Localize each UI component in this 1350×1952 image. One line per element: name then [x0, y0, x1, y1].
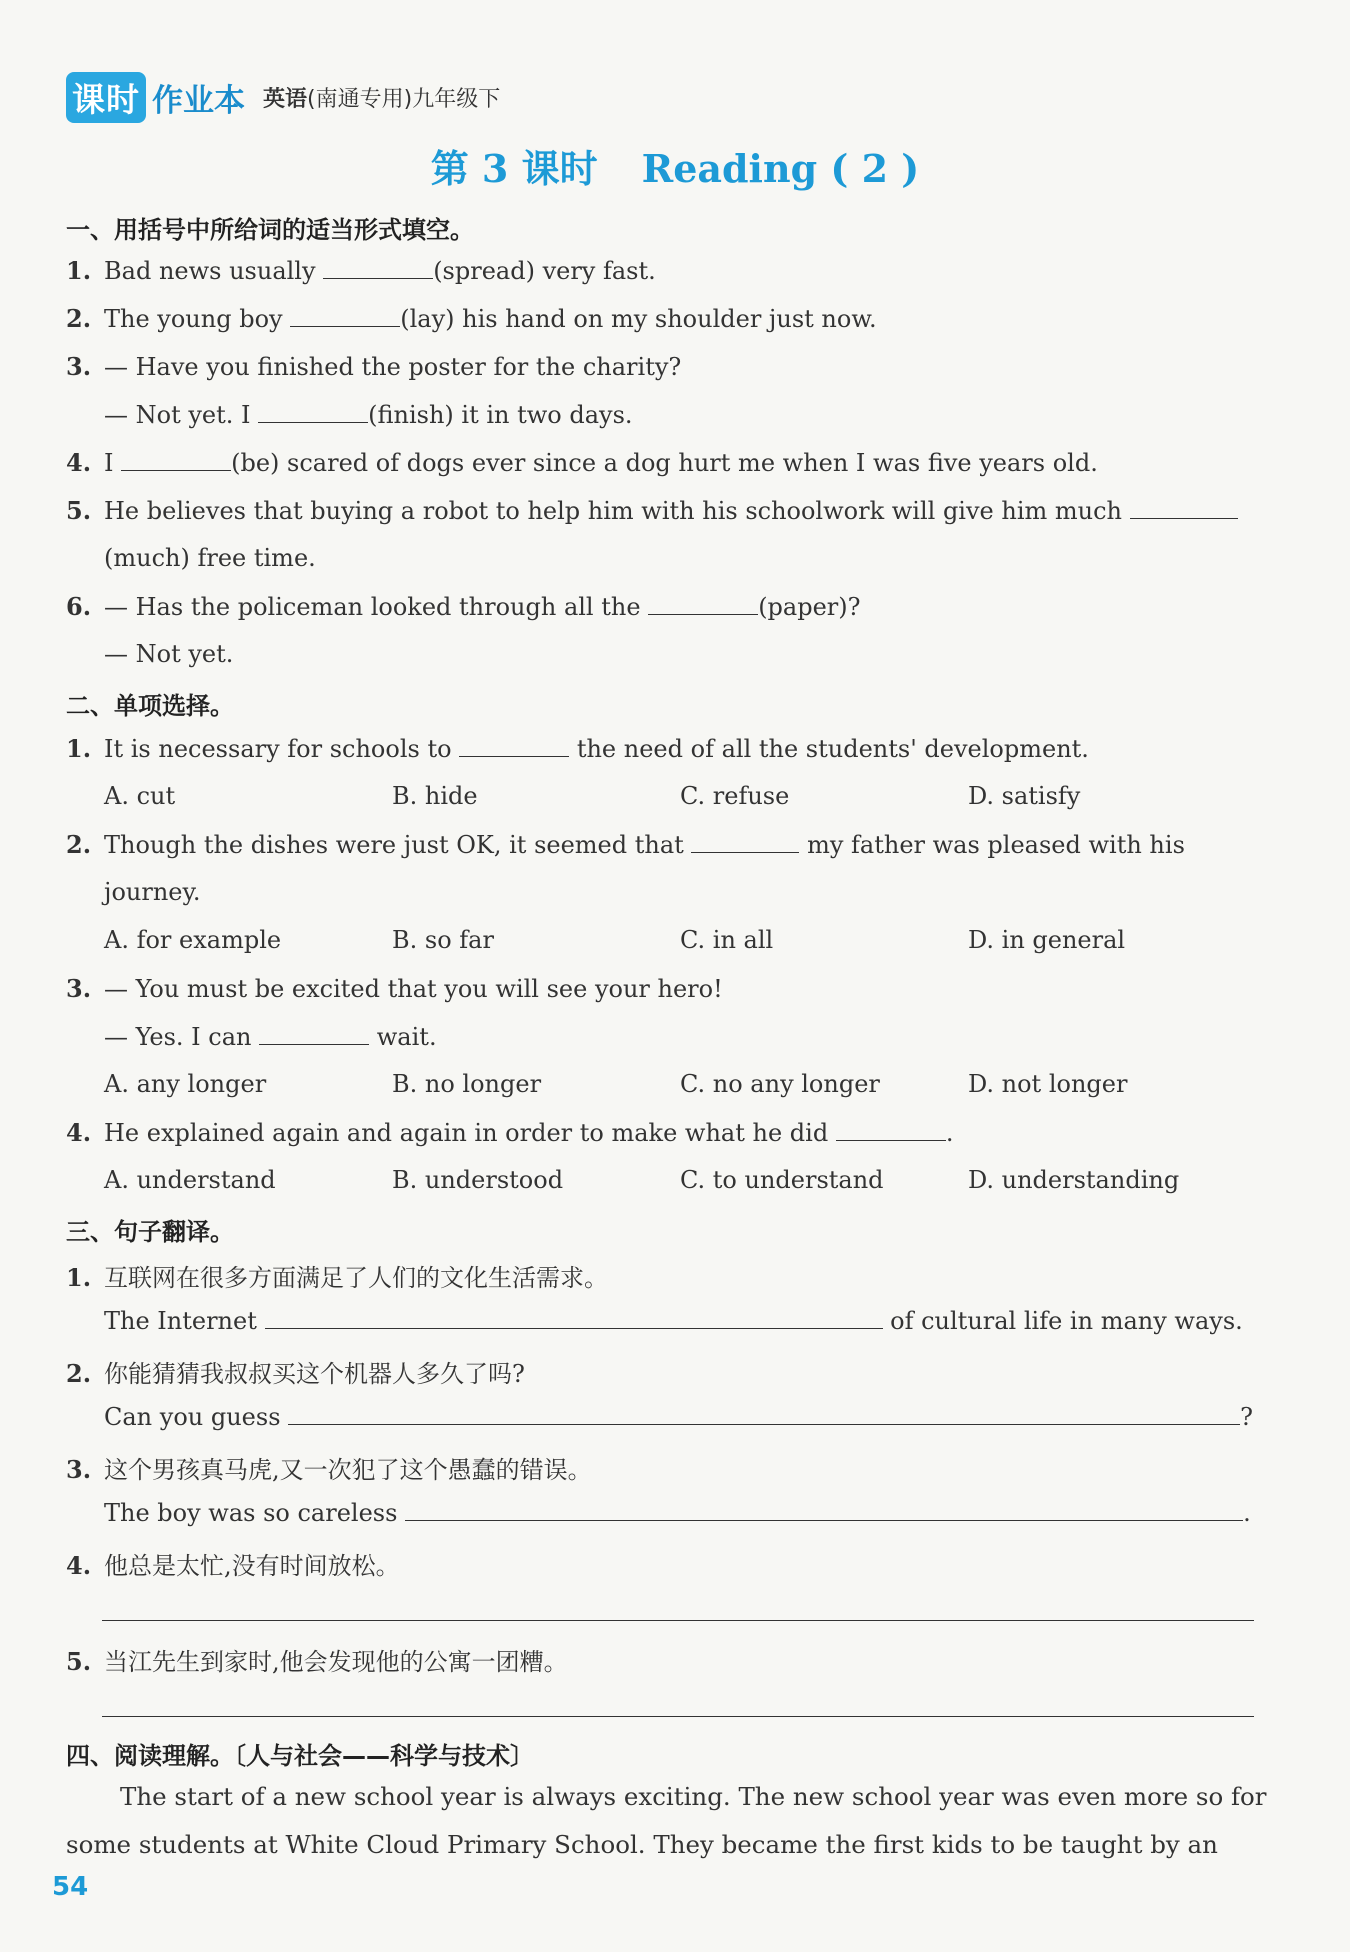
- option-a[interactable]: A. any longer: [104, 1070, 267, 1098]
- section-2-heading: 二、单项选择。: [66, 692, 234, 720]
- reading-passage-line-1: The start of a new school year is always exciting. The new school year was even more so for: [120, 1782, 1267, 1811]
- section-3-heading: 三、句子翻译。: [66, 1218, 234, 1246]
- s3-q2-answer: Can you guess ?: [104, 1403, 1254, 1431]
- answer-blank[interactable]: [836, 1118, 946, 1141]
- answer-line[interactable]: [405, 1498, 1243, 1521]
- s3-q4: 4. 他总是太忙,没有时间放松。: [66, 1551, 400, 1580]
- option-c[interactable]: C. to understand: [680, 1166, 884, 1194]
- option-b[interactable]: B. no longer: [392, 1070, 542, 1098]
- option-a[interactable]: A. understand: [104, 1166, 276, 1194]
- s1-q4: 4. I (be) scared of dogs ever since a dog hurt me when I was five years old.: [66, 448, 1098, 477]
- answer-line[interactable]: [265, 1306, 883, 1329]
- answer-blank[interactable]: [648, 592, 758, 615]
- s1-q5: 5. He believes that buying a robot to help him with his schoolwork will give him much: [66, 496, 1238, 525]
- s3-q3-answer: The boy was so careless .: [104, 1499, 1251, 1527]
- s1-q6-reply: — Not yet.: [104, 640, 234, 668]
- option-c[interactable]: C. in all: [680, 926, 774, 954]
- option-b[interactable]: B. understood: [392, 1166, 564, 1194]
- answer-blank[interactable]: [258, 400, 368, 423]
- page-header: [66, 72, 500, 123]
- s1-q3: 3. — Have you finished the poster for the charity?: [66, 352, 682, 381]
- s2-q4: 4. He explained again and again in order to make what he did .: [66, 1118, 954, 1147]
- option-b[interactable]: B. so far: [392, 926, 494, 954]
- answer-line[interactable]: [102, 1620, 1254, 1621]
- answer-line[interactable]: [102, 1716, 1254, 1717]
- lesson-topic: Reading ( 2 ): [641, 146, 920, 191]
- answer-blank[interactable]: [323, 256, 433, 279]
- answer-blank[interactable]: [259, 1022, 369, 1045]
- option-d[interactable]: D. in general: [968, 926, 1126, 954]
- edition: (南通专用): [307, 87, 413, 112]
- s3-q3: 3. 这个男孩真马虎,又一次犯了这个愚蠢的错误。: [66, 1455, 592, 1484]
- answer-line[interactable]: [288, 1402, 1240, 1425]
- answer-blank[interactable]: [691, 830, 799, 853]
- option-b[interactable]: B. hide: [392, 782, 478, 810]
- grade: 九年级下: [412, 87, 501, 112]
- option-d[interactable]: D. not longer: [968, 1070, 1128, 1098]
- s1-q2: 2. The young boy (lay) his hand on my shoulder just now.: [66, 304, 877, 333]
- publisher-logo: [66, 72, 245, 123]
- option-a[interactable]: A. for example: [104, 926, 282, 954]
- answer-blank[interactable]: [459, 734, 569, 757]
- answer-blank[interactable]: [121, 448, 231, 471]
- lesson-title: [0, 138, 1350, 193]
- option-c[interactable]: C. no any longer: [680, 1070, 880, 1098]
- logo-text: 作业本: [152, 83, 245, 119]
- subject: 英语: [263, 87, 308, 112]
- section-4-heading: 四、阅读理解。〔人与社会——科学与技术〕: [66, 1742, 534, 1770]
- s3-q1-answer: The Internet of cultural life in many ways.: [104, 1307, 1243, 1335]
- s3-q5: 5. 当江先生到家时,他会发现他的公寓一团糟。: [66, 1647, 568, 1676]
- s2-q3-reply: — Yes. I can wait.: [104, 1023, 437, 1051]
- s3-q1: 1. 互联网在很多方面满足了人们的文化生活需求。: [66, 1263, 608, 1292]
- option-c[interactable]: C. refuse: [680, 782, 790, 810]
- s3-q2: 2. 你能猜猜我叔叔买这个机器人多久了吗?: [66, 1359, 525, 1388]
- section-1-heading: 一、用括号中所给词的适当形式填空。: [66, 216, 474, 244]
- s2-q2: 2. Though the dishes were just OK, it seemed that my father was pleased with his: [66, 830, 1185, 859]
- s1-q5-cont: (much) free time.: [104, 544, 316, 572]
- option-d[interactable]: D. understanding: [968, 1166, 1180, 1194]
- lesson-number: 第 3 课时: [430, 146, 598, 191]
- reading-passage-line-2: some students at White Cloud Primary School. They became the first kids to be taught by an: [66, 1830, 1218, 1859]
- answer-blank[interactable]: [1130, 496, 1238, 519]
- option-d[interactable]: D. satisfy: [968, 782, 1081, 810]
- s2-q3: 3. — You must be excited that you will see your hero!: [66, 974, 723, 1003]
- page-number: 54: [52, 1872, 89, 1902]
- logo-mark: 课时: [66, 72, 146, 123]
- s1-q6: 6. — Has the policeman looked through all the (paper)?: [66, 592, 861, 621]
- s1-q3-reply: — Not yet. I (finish) it in two days.: [104, 401, 633, 429]
- s2-q2-cont: journey.: [104, 878, 201, 906]
- option-a[interactable]: A. cut: [104, 782, 176, 810]
- s1-q1: 1. Bad news usually (spread) very fast.: [66, 256, 656, 285]
- s2-q1: 1. It is necessary for schools to the need of all the students' development.: [66, 734, 1089, 763]
- answer-blank[interactable]: [290, 304, 400, 327]
- book-info: [263, 82, 500, 113]
